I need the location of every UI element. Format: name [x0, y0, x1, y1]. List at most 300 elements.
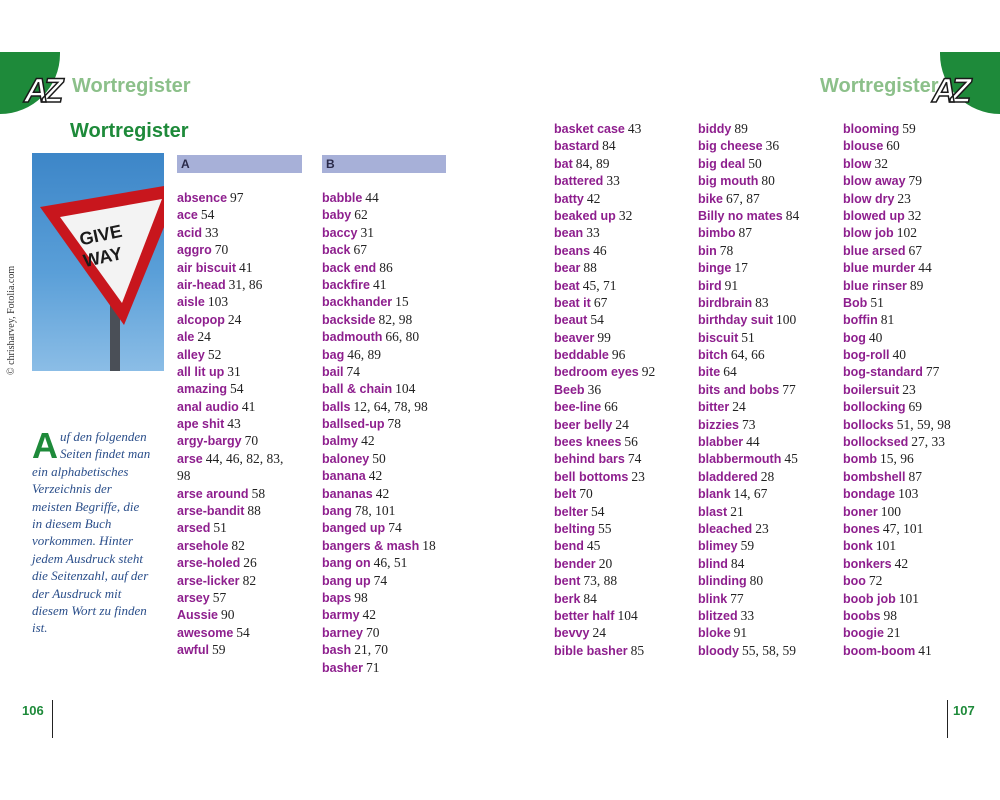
index-term: big mouth [698, 174, 759, 189]
index-entry [554, 503, 655, 520]
index-entry [177, 241, 283, 258]
index-entry [177, 624, 283, 641]
index-entry [177, 311, 283, 328]
index-term: absence [177, 191, 228, 205]
index-term: belt [554, 487, 577, 502]
index-page-refs: 15 [395, 294, 409, 310]
index-entry [177, 206, 283, 223]
index-term: bastard [554, 139, 600, 154]
index-term: bee-line [554, 400, 602, 415]
index-entry [177, 641, 283, 658]
index-page-refs: 24 [592, 625, 606, 641]
index-page-refs: 17 [734, 260, 748, 276]
sign-text-way: WAY [81, 243, 125, 272]
index-entry [698, 624, 799, 641]
index-page-refs: 33 [740, 607, 755, 623]
index-page-refs: 31 [227, 363, 241, 379]
index-entry [554, 590, 655, 607]
index-entry [322, 502, 436, 519]
letter-header-a: A [177, 155, 302, 173]
index-page-refs: 70 [244, 433, 259, 449]
index-entry [698, 172, 799, 189]
index-entry [322, 189, 436, 206]
index-entry [843, 363, 951, 380]
index-page-refs: 59 [902, 121, 916, 136]
intro-text: uf den folgenden Seiten findet man ein alphabetisches Verzeichnis der meisten Begriffe, die in diesem Buch vorkommen. Hinter jedem Ausdruck steht die Seitenzahl, auf der der Ausdruck mit diesem Wort zu finden ist. [32, 429, 151, 636]
index-term: blast [698, 504, 728, 519]
index-entry [843, 642, 951, 659]
index-term: beaut [554, 313, 588, 328]
index-page-refs: 42 [361, 433, 375, 449]
index-term: bird [698, 278, 722, 293]
index-term: biscuit [698, 330, 739, 345]
index-term: alcopop [177, 312, 225, 327]
index-page-refs: 70 [366, 624, 380, 640]
index-page-refs: 51, 59, 98 [896, 416, 951, 432]
index-entry [843, 224, 951, 241]
index-page-refs: 41 [372, 276, 387, 292]
index-page-refs: 32 [907, 207, 922, 223]
index-term: behind bars [554, 452, 625, 467]
index-entry [843, 537, 951, 554]
index-page-refs: 23 [631, 468, 645, 484]
index-page-refs: 102 [896, 225, 917, 241]
index-entry [843, 242, 951, 259]
index-entry [843, 311, 951, 328]
index-entry [843, 346, 951, 363]
index-entry [698, 207, 799, 224]
index-entry [554, 416, 655, 433]
index-term: backhander [322, 295, 393, 310]
index-entry [322, 485, 436, 502]
index-term: batty [554, 191, 584, 206]
index-term: blabber [698, 435, 744, 450]
index-page-refs: 42 [362, 607, 377, 623]
index-entry [554, 485, 655, 502]
index-term: back end [322, 260, 377, 275]
index-page-refs: 89 [734, 121, 748, 136]
index-page-refs: 70 [214, 242, 229, 258]
index-page-refs: 96 [611, 347, 626, 363]
index-term: aisle [177, 295, 205, 310]
index-entry [554, 346, 655, 363]
index-term: blooming [843, 122, 900, 136]
index-entry [554, 398, 655, 415]
index-term: birdbrain [698, 295, 753, 310]
index-entry [698, 311, 799, 328]
index-page-refs: 54 [591, 503, 605, 519]
index-term: amazing [177, 382, 228, 397]
index-entry [322, 415, 436, 432]
index-term: boogie [843, 626, 884, 641]
index-entry [698, 555, 799, 572]
index-entry [322, 467, 436, 484]
index-term: Beeb [554, 382, 585, 397]
index-term: blow dry [843, 191, 895, 206]
index-term: ale [177, 330, 195, 345]
index-entry [554, 520, 655, 537]
index-term: better half [554, 608, 615, 623]
index-term: bear [554, 261, 581, 276]
index-page-refs: 59 [211, 642, 226, 658]
index-term: aggro [177, 243, 212, 258]
index-entry [843, 503, 951, 520]
index-entry [843, 398, 951, 415]
index-entry [843, 520, 951, 537]
index-page-refs: 40 [892, 347, 907, 363]
index-page-refs: 60 [886, 138, 900, 154]
index-page-refs: 89 [909, 277, 924, 293]
index-page-refs: 54 [200, 207, 215, 223]
index-page-refs: 57 [212, 589, 227, 605]
index-column-5 [843, 120, 951, 659]
index-entry [698, 572, 799, 589]
index-page-refs: 67 [593, 294, 608, 310]
index-column-1 [177, 189, 283, 659]
footer-divider-right [947, 700, 948, 738]
index-page-refs: 41 [918, 642, 932, 658]
index-page-refs: 54 [230, 381, 244, 397]
index-page-refs: 80 [761, 173, 775, 189]
index-page-refs: 71 [366, 659, 380, 675]
index-entry [322, 398, 436, 415]
index-term: bevvy [554, 626, 590, 641]
index-page-refs: 46, 89 [347, 346, 381, 362]
index-page-refs: 23 [902, 381, 916, 397]
index-entry [843, 120, 951, 137]
index-entry [322, 572, 436, 589]
index-page-refs: 51 [213, 520, 227, 536]
index-term: baloney [322, 451, 370, 466]
index-page-refs: 84 [785, 207, 800, 223]
index-page-refs: 24 [732, 399, 746, 415]
index-term: bash [322, 643, 352, 658]
index-term: bananas [322, 486, 373, 501]
sign-text-give: GIVE [77, 220, 124, 250]
index-page-refs: 69 [908, 399, 922, 415]
index-page-refs: 98 [177, 468, 191, 484]
index-term: all lit up [177, 364, 225, 379]
index-page-refs: 45 [784, 451, 798, 467]
index-entry [698, 363, 799, 380]
index-entry [554, 642, 655, 659]
index-page-refs: 98 [354, 589, 368, 605]
index-entry [843, 416, 951, 433]
index-entry [322, 328, 436, 345]
index-entry [843, 190, 951, 207]
index-page-refs: 74 [373, 572, 388, 588]
index-entry [843, 590, 951, 607]
index-page-refs: 91 [724, 277, 739, 293]
index-entry [322, 206, 436, 223]
index-page-refs: 87 [738, 225, 752, 241]
index-page-refs: 44 [746, 434, 760, 450]
index-page-refs: 44 [365, 190, 379, 205]
index-entry [698, 259, 799, 276]
section-title: Wortregister [70, 120, 189, 142]
index-entry [843, 137, 951, 154]
index-entry [554, 224, 655, 241]
index-term: ball & chain [322, 382, 393, 397]
index-page-refs: 32 [874, 155, 888, 171]
index-page-refs: 54 [236, 624, 250, 640]
index-entry [177, 450, 283, 467]
index-entry [554, 120, 655, 137]
index-page-refs: 42 [586, 190, 601, 206]
index-term: bollocking [843, 400, 906, 415]
index-entry [177, 502, 283, 519]
index-entry [322, 363, 436, 380]
index-page-refs: 50 [372, 450, 386, 466]
index-term: awful [177, 643, 209, 658]
index-page-refs: 31 [360, 224, 374, 240]
index-entry [698, 398, 799, 415]
index-entry [698, 190, 799, 207]
index-page-refs: 78 [719, 242, 734, 258]
index-page-refs: 43 [627, 121, 642, 136]
index-entry [554, 294, 655, 311]
index-entry [177, 415, 283, 432]
index-entry [698, 277, 799, 294]
index-column-2 [322, 189, 436, 676]
index-entry [698, 433, 799, 450]
index-entry [554, 433, 655, 450]
index-page-refs: 87 [908, 468, 923, 484]
index-term: berk [554, 591, 581, 606]
index-page-refs: 41 [239, 259, 253, 275]
index-page-refs: 46, 51 [373, 555, 408, 571]
index-entry [322, 432, 436, 449]
index-entry [698, 294, 799, 311]
index-entry [554, 277, 655, 294]
index-page-refs: 21, 70 [354, 642, 388, 658]
index-page-refs: 24 [227, 311, 242, 327]
index-entry [843, 450, 951, 467]
index-term: beat it [554, 295, 591, 310]
index-page-refs: 78, 101 [354, 503, 396, 519]
index-page-refs: 59 [740, 538, 755, 554]
index-term: blow away [843, 174, 906, 189]
index-page-refs: 88 [247, 503, 261, 519]
index-term: beat [554, 278, 580, 293]
index-entry [554, 450, 655, 467]
index-page-refs: 43 [227, 416, 241, 432]
index-entry [322, 554, 436, 571]
index-page-refs: 73 [742, 416, 756, 432]
index-term: arsehole [177, 538, 229, 553]
index-term: balmy [322, 434, 359, 449]
index-entry [698, 607, 799, 624]
index-term: bloke [698, 626, 731, 641]
index-page-refs: 101 [875, 538, 897, 554]
index-term: bones [843, 521, 880, 536]
index-term: belting [554, 521, 595, 536]
index-entry [322, 537, 436, 554]
page-number-left: 106 [22, 703, 44, 718]
index-term: acid [177, 225, 203, 240]
index-page-refs: 45 [586, 538, 601, 554]
index-page-refs: 36 [765, 138, 780, 154]
index-entry [177, 398, 283, 415]
index-entry [698, 242, 799, 259]
index-page-refs: 103 [207, 294, 229, 310]
index-term: alley [177, 347, 205, 362]
index-page-refs: 72 [868, 573, 883, 589]
index-term: bangers & mash [322, 538, 420, 553]
index-term: arse around [177, 486, 249, 501]
index-page-refs: 42 [368, 468, 383, 484]
index-page-refs: 88 [583, 260, 597, 276]
index-term: back [322, 243, 351, 258]
index-entry [177, 606, 283, 623]
index-entry [698, 503, 799, 520]
index-term: biddy [698, 122, 732, 136]
index-entry [322, 624, 436, 641]
index-entry [843, 294, 951, 311]
az-logo-icon: AZ [24, 72, 58, 110]
index-page-refs: 82 [231, 537, 245, 553]
index-entry [322, 519, 436, 536]
index-term: beer belly [554, 417, 613, 432]
index-entry [698, 155, 799, 172]
index-term: bitch [698, 348, 728, 363]
index-page-refs: 31, 86 [228, 276, 263, 292]
index-page-refs: 84 [583, 590, 597, 606]
index-term: baccy [322, 225, 358, 240]
index-column-3 [554, 120, 655, 659]
index-entry [322, 380, 436, 397]
index-page-refs: 14, 67 [733, 486, 768, 502]
index-entry [554, 137, 655, 154]
index-page-refs: 92 [641, 364, 656, 380]
index-term: banged up [322, 521, 386, 536]
index-term: boner [843, 504, 878, 519]
index-entry [698, 329, 799, 346]
index-term: basket case [554, 122, 625, 136]
index-term: babble [322, 191, 363, 205]
index-term: beaked up [554, 208, 616, 223]
index-page-refs: 74 [346, 363, 361, 379]
index-entry [322, 276, 436, 293]
index-term: belter [554, 504, 589, 519]
index-term: bike [698, 191, 724, 206]
index-entry [177, 572, 283, 589]
index-page-refs: 62 [354, 207, 368, 223]
index-term: bonkers [843, 556, 892, 571]
index-entry [177, 189, 283, 206]
index-page-refs: 32 [618, 207, 633, 223]
index-column-4 [698, 120, 799, 659]
index-entry [554, 242, 655, 259]
index-entry [554, 172, 655, 189]
running-header-right: Wortregister [820, 75, 939, 97]
index-page-refs: 54 [590, 312, 604, 328]
index-page-refs: 82 [242, 572, 257, 588]
page-number-right: 107 [953, 703, 975, 718]
index-term: blabbermouth [698, 452, 782, 467]
index-term: blouse [843, 139, 884, 154]
photo-credit: © chrisharvey, Fotolia.com [6, 265, 17, 375]
index-entry [843, 172, 951, 189]
running-header-left: Wortregister [72, 75, 191, 97]
index-term: bend [554, 539, 584, 554]
index-page-refs: 77 [730, 590, 744, 606]
index-term: bloody [698, 643, 739, 658]
index-page-refs: 12, 64, 78, 98 [353, 398, 428, 414]
index-entry [843, 468, 951, 485]
index-term: blow job [843, 226, 894, 241]
index-entry [177, 467, 283, 484]
index-page-refs: 26 [243, 555, 257, 571]
index-page-refs: 74 [388, 520, 402, 536]
index-page-refs: 23 [755, 520, 769, 536]
index-term: bat [554, 156, 573, 171]
index-entry [843, 155, 951, 172]
index-page-refs: 70 [579, 486, 593, 502]
index-term: bail [322, 364, 344, 379]
index-entry [554, 207, 655, 224]
index-term: bender [554, 556, 596, 571]
index-term: boobs [843, 608, 881, 623]
index-term: beaver [554, 330, 595, 345]
index-entry [177, 259, 283, 276]
index-page-refs: 104 [617, 607, 638, 623]
index-entry [698, 590, 799, 607]
index-term: blinding [698, 574, 747, 589]
index-page-refs: 21 [730, 503, 744, 519]
index-page-refs: 64, 66 [730, 347, 765, 363]
index-entry [177, 519, 283, 536]
index-entry [554, 363, 655, 380]
index-entry [843, 329, 951, 346]
index-page-refs: 41 [241, 398, 256, 414]
index-page-refs: 80 [749, 573, 764, 589]
index-page-refs: 79 [908, 173, 923, 189]
index-term: arse-bandit [177, 504, 245, 519]
index-entry [554, 155, 655, 172]
index-term: bondage [843, 487, 896, 502]
index-page-refs: 104 [395, 381, 416, 397]
index-term: awesome [177, 625, 234, 640]
index-page-refs: 47, 101 [882, 520, 924, 536]
index-entry [322, 241, 436, 258]
index-page-refs: 84 [602, 138, 616, 154]
index-page-refs: 66, 80 [385, 329, 420, 345]
index-term: arsed [177, 521, 211, 536]
index-entry [554, 468, 655, 485]
index-entry [322, 224, 436, 241]
index-page-refs: 56 [624, 434, 638, 450]
index-term: bent [554, 574, 581, 589]
index-entry [843, 607, 951, 624]
index-entry [554, 259, 655, 276]
index-term: bog [843, 330, 866, 345]
index-term: bell bottoms [554, 469, 629, 484]
index-entry [554, 329, 655, 346]
az-logo-icon: AZ [932, 72, 966, 110]
intro-dropcap: A [32, 425, 58, 466]
index-entry [322, 311, 436, 328]
index-entry [177, 346, 283, 363]
index-page-refs: 67 [353, 242, 367, 258]
index-term: bleached [698, 521, 753, 536]
index-page-refs: 58 [251, 485, 266, 501]
index-term: ballsed-up [322, 417, 385, 432]
index-page-refs: 85 [630, 642, 645, 658]
index-entry [843, 624, 951, 641]
index-term: ace [177, 208, 198, 223]
index-term: boffin [843, 313, 878, 328]
